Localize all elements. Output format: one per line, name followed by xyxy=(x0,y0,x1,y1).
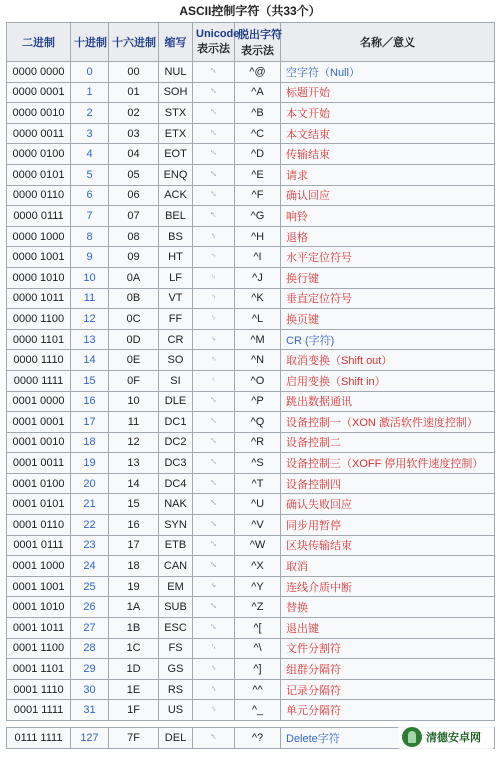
table-row xyxy=(7,206,495,227)
cell-name[interactable]: 退格 xyxy=(281,226,495,247)
cell-decimal[interactable]: 11 xyxy=(71,288,109,309)
cell-name[interactable]: 记录分隔符 xyxy=(281,679,495,700)
cell-abbr: DC1 xyxy=(159,412,193,433)
cell-binary: 0000 0111 xyxy=(7,206,71,227)
cell-binary: 0001 0001 xyxy=(7,412,71,433)
cell-hex: 0B xyxy=(109,288,159,309)
cell-hex: 04 xyxy=(109,144,159,165)
cell-binary: 0001 1010 xyxy=(7,597,71,618)
cell-decimal[interactable]: 30 xyxy=(71,679,109,700)
cell-name[interactable]: 本文开始 xyxy=(281,103,495,124)
cell-unicode: ␏ xyxy=(193,370,235,391)
table-row xyxy=(7,164,495,185)
cell-name[interactable]: 换行键 xyxy=(281,267,495,288)
cell-name[interactable]: 确认回应 xyxy=(281,185,495,206)
table-row xyxy=(7,473,495,494)
cell-binary: 0000 0001 xyxy=(7,82,71,103)
cell-escape: ^Z xyxy=(235,597,281,618)
cell-escape: ^D xyxy=(235,144,281,165)
cell-unicode: ␕ xyxy=(193,494,235,515)
cell-binary: 0000 1110 xyxy=(7,350,71,371)
cell-hex: 18 xyxy=(109,556,159,577)
cell-unicode: ␗ xyxy=(193,535,235,556)
cell-name[interactable]: 设备控制四 xyxy=(281,473,495,494)
table-row xyxy=(7,659,495,680)
cell-escape: ^^ xyxy=(235,679,281,700)
header-escape xyxy=(235,23,281,62)
cell-hex: 13 xyxy=(109,453,159,474)
cell-escape: ^@ xyxy=(235,62,281,83)
cell-hex: 19 xyxy=(109,576,159,597)
cell-escape: ^T xyxy=(235,473,281,494)
table-row xyxy=(7,329,495,350)
cell-binary: 0000 0010 xyxy=(7,103,71,124)
cell-hex: 08 xyxy=(109,226,159,247)
cell-abbr: DLE xyxy=(159,391,193,412)
header-binary: 二进制 xyxy=(7,23,71,62)
cell-unicode: ␞ xyxy=(193,679,235,700)
cell-hex: 1B xyxy=(109,618,159,639)
table-row xyxy=(7,494,495,515)
cell-binary: 0001 0111 xyxy=(7,535,71,556)
cell-name[interactable]: 设备控制二 xyxy=(281,432,495,453)
cell-abbr: ENQ xyxy=(159,164,193,185)
table-caption: ASCII控制字符（共33个） xyxy=(179,4,321,18)
header-unicode xyxy=(193,23,240,62)
cell-abbr: US xyxy=(159,700,193,721)
table-row xyxy=(7,82,495,103)
cell-unicode: ␑ xyxy=(193,412,235,433)
cell-abbr: VT xyxy=(159,288,193,309)
cell-decimal[interactable]: 1 xyxy=(71,82,109,103)
cell-decimal[interactable]: 23 xyxy=(71,535,109,556)
cell-escape: ^F xyxy=(235,185,281,206)
cell-unicode: ␟ xyxy=(193,700,235,721)
cell-name[interactable]: 退出键 xyxy=(281,618,495,639)
cell-abbr: ACK xyxy=(159,185,193,206)
cell-binary: 0001 0010 xyxy=(7,432,71,453)
cell-escape: ^O xyxy=(235,370,281,391)
cell-escape: ^Y xyxy=(235,576,281,597)
cell-name[interactable]: 替换 xyxy=(281,597,495,618)
cell-abbr: NUL xyxy=(159,62,193,83)
cell-hex: 16 xyxy=(109,515,159,536)
cell-escape: ^S xyxy=(235,453,281,474)
cell-unicode: ␀ xyxy=(193,62,235,83)
cell-binary: 0000 0100 xyxy=(7,144,71,165)
table-row xyxy=(7,123,495,144)
cell-escape: ^] xyxy=(235,659,281,680)
table-row xyxy=(7,638,495,659)
cell-decimal[interactable]: 16 xyxy=(71,391,109,412)
cell-binary: 0001 0101 xyxy=(7,494,71,515)
cell-hex: 11 xyxy=(109,412,159,433)
cell-hex: 06 xyxy=(109,185,159,206)
cell-escape: ^? xyxy=(235,728,281,749)
cell-abbr: HT xyxy=(159,247,193,268)
table-row xyxy=(7,700,495,721)
cell-unicode: ␙ xyxy=(193,576,235,597)
watermark-text: 清德安卓网 xyxy=(426,732,481,744)
cell-abbr: BS xyxy=(159,226,193,247)
cell-abbr: STX xyxy=(159,103,193,124)
header-escape-sub: 表示法 xyxy=(241,45,274,57)
cell-unicode: ␜ xyxy=(193,638,235,659)
cell-decimal[interactable]: 5 xyxy=(71,164,109,185)
cell-hex: 07 xyxy=(109,206,159,227)
cell-hex: 05 xyxy=(109,164,159,185)
table-row xyxy=(7,309,495,330)
cell-binary: 0001 0000 xyxy=(7,391,71,412)
cell-unicode: ␓ xyxy=(193,453,235,474)
cell-hex: 1F xyxy=(109,700,159,721)
table-row xyxy=(7,247,495,268)
cell-decimal[interactable]: 24 xyxy=(71,556,109,577)
cell-unicode: ␎ xyxy=(193,350,235,371)
cell-hex: 0F xyxy=(109,370,159,391)
cell-escape: ^J xyxy=(235,267,281,288)
cell-decimal[interactable]: 15 xyxy=(71,370,109,391)
cell-unicode: ␇ xyxy=(193,206,235,227)
cell-abbr: DC3 xyxy=(159,453,193,474)
cell-hex: 03 xyxy=(109,123,159,144)
cell-unicode: ␖ xyxy=(193,515,235,536)
cell-name[interactable]: 垂直定位符号 xyxy=(281,288,495,309)
cell-unicode: ␈ xyxy=(193,226,235,247)
cell-decimal[interactable]: 25 xyxy=(71,576,109,597)
watermark xyxy=(398,724,494,750)
cell-escape: ^U xyxy=(235,494,281,515)
cell-unicode: ␒ xyxy=(193,432,235,453)
ascii-control-table xyxy=(6,22,495,749)
cell-abbr: BEL xyxy=(159,206,193,227)
cell-binary: 0001 1110 xyxy=(7,679,71,700)
cell-escape: ^\ xyxy=(235,638,281,659)
table-row xyxy=(7,370,495,391)
table-row xyxy=(7,350,495,371)
cell-name[interactable]: 设备控制三（XOFF 停用软件速度控制） xyxy=(281,453,495,474)
cell-unicode: ␃ xyxy=(193,123,235,144)
cell-hex: 00 xyxy=(109,62,159,83)
cell-hex: 09 xyxy=(109,247,159,268)
cell-escape: ^K xyxy=(235,288,281,309)
cell-name[interactable]: 响铃 xyxy=(281,206,495,227)
cell-binary: 0000 1111 xyxy=(7,370,71,391)
cell-abbr: SUB xyxy=(159,597,193,618)
cell-decimal[interactable]: 13 xyxy=(71,329,109,350)
cell-unicode: ␡ xyxy=(193,728,235,749)
cell-name[interactable]: 启用变换（Shift in） xyxy=(281,370,495,391)
cell-binary: 0000 1010 xyxy=(7,267,71,288)
cell-unicode: ␍ xyxy=(193,329,235,350)
table-row xyxy=(7,679,495,700)
table-row xyxy=(7,391,495,412)
table-row xyxy=(7,412,495,433)
cell-unicode: ␐ xyxy=(193,391,235,412)
cell-abbr: DC2 xyxy=(159,432,193,453)
table-row xyxy=(7,515,495,536)
cell-hex: 1E xyxy=(109,679,159,700)
cell-escape: ^A xyxy=(235,82,281,103)
table-row xyxy=(7,103,495,124)
cell-abbr: EOT xyxy=(159,144,193,165)
cell-name[interactable]: 区块传输结束 xyxy=(281,535,495,556)
cell-binary: 0001 0100 xyxy=(7,473,71,494)
header-abbr: 缩写 xyxy=(159,23,193,62)
table-row xyxy=(7,267,495,288)
cell-unicode: ␂ xyxy=(193,103,235,124)
cell-hex: 02 xyxy=(109,103,159,124)
header-unicode-sub: 表示法 xyxy=(197,43,230,55)
table-body xyxy=(7,62,495,749)
cell-binary: 0000 0011 xyxy=(7,123,71,144)
cell-unicode: ␚ xyxy=(193,597,235,618)
cell-decimal[interactable]: 21 xyxy=(71,494,109,515)
cell-hex: 15 xyxy=(109,494,159,515)
table-row xyxy=(7,144,495,165)
cell-escape: ^I xyxy=(235,247,281,268)
cell-escape: ^P xyxy=(235,391,281,412)
cell-binary: 0111 1111 xyxy=(7,728,71,749)
cell-unicode: ␌ xyxy=(193,309,235,330)
cell-decimal[interactable]: 4 xyxy=(71,144,109,165)
cell-name[interactable]: 跳出数据通讯 xyxy=(281,391,495,412)
header-row xyxy=(7,23,495,62)
cell-name[interactable]: 取消变换（Shift out） xyxy=(281,350,495,371)
cell-binary: 0001 1111 xyxy=(7,700,71,721)
table-row xyxy=(7,576,495,597)
cell-escape: ^E xyxy=(235,164,281,185)
cell-decimal[interactable]: 127 xyxy=(71,728,109,749)
cell-unicode: ␁ xyxy=(193,82,235,103)
cell-binary: 0000 1000 xyxy=(7,226,71,247)
cell-abbr: RS xyxy=(159,679,193,700)
cell-hex: 12 xyxy=(109,432,159,453)
cell-name[interactable]: 本文结束 xyxy=(281,123,495,144)
cell-decimal[interactable]: 19 xyxy=(71,453,109,474)
cell-escape: ^B xyxy=(235,103,281,124)
cell-decimal[interactable]: 20 xyxy=(71,473,109,494)
cell-hex: 7F xyxy=(109,728,159,749)
cell-unicode: ␛ xyxy=(193,618,235,639)
cell-name[interactable]: 水平定位符号 xyxy=(281,247,495,268)
table-row xyxy=(7,618,495,639)
cell-name[interactable]: 请求 xyxy=(281,164,495,185)
cell-hex: 0E xyxy=(109,350,159,371)
cell-decimal[interactable]: 31 xyxy=(71,700,109,721)
cell-binary: 0001 1000 xyxy=(7,556,71,577)
cell-name[interactable]: CR (字符) xyxy=(281,329,495,350)
cell-decimal[interactable]: 2 xyxy=(71,103,109,124)
cell-unicode: ␔ xyxy=(193,473,235,494)
table-row xyxy=(7,62,495,83)
cell-hex: 0A xyxy=(109,267,159,288)
cell-abbr: SYN xyxy=(159,515,193,536)
cell-hex: 0D xyxy=(109,329,159,350)
cell-name[interactable]: 组群分隔符 xyxy=(281,659,495,680)
cell-decimal[interactable]: 6 xyxy=(71,185,109,206)
cell-decimal[interactable]: 9 xyxy=(71,247,109,268)
cell-escape: ^W xyxy=(235,535,281,556)
header-unicode-link[interactable]: Unicode xyxy=(196,28,240,40)
cell-name[interactable]: 标题开始 xyxy=(281,82,495,103)
cell-binary: 0001 0011 xyxy=(7,453,71,474)
cell-abbr: CAN xyxy=(159,556,193,577)
header-decimal: 十进制 xyxy=(71,23,109,62)
cell-hex: 17 xyxy=(109,535,159,556)
cell-decimal[interactable]: 8 xyxy=(71,226,109,247)
cell-decimal[interactable]: 7 xyxy=(71,206,109,227)
cell-unicode: ␘ xyxy=(193,556,235,577)
cell-abbr: FS xyxy=(159,638,193,659)
cell-unicode: ␉ xyxy=(193,247,235,268)
cell-escape: ^H xyxy=(235,226,281,247)
cell-binary: 0001 1100 xyxy=(7,638,71,659)
cell-name[interactable]: 单元分隔符 xyxy=(281,700,495,721)
cell-abbr: FF xyxy=(159,309,193,330)
cell-escape: ^L xyxy=(235,309,281,330)
cell-name[interactable]: 空字符（Null） xyxy=(281,62,495,83)
cell-binary: 0000 1001 xyxy=(7,247,71,268)
cell-abbr: ETB xyxy=(159,535,193,556)
cell-hex: 1A xyxy=(109,597,159,618)
cell-abbr: ETX xyxy=(159,123,193,144)
table-row xyxy=(7,185,495,206)
cell-abbr: SO xyxy=(159,350,193,371)
cell-decimal[interactable]: 27 xyxy=(71,618,109,639)
cell-decimal[interactable]: 10 xyxy=(71,267,109,288)
cell-decimal[interactable]: 22 xyxy=(71,515,109,536)
cell-escape: ^R xyxy=(235,432,281,453)
cell-escape: ^V xyxy=(235,515,281,536)
header-escape-link[interactable]: 脱出字符 xyxy=(238,29,282,41)
cell-unicode: ␄ xyxy=(193,144,235,165)
cell-escape: ^Q xyxy=(235,412,281,433)
cell-binary: 0001 1011 xyxy=(7,618,71,639)
cell-decimal[interactable]: 12 xyxy=(71,309,109,330)
cell-escape: ^[ xyxy=(235,618,281,639)
table-row xyxy=(7,556,495,577)
cell-decimal[interactable]: 3 xyxy=(71,123,109,144)
cell-abbr: DEL xyxy=(159,728,193,749)
header-hex: 十六进制 xyxy=(109,23,159,62)
cell-name[interactable]: 换页键 xyxy=(281,309,495,330)
header-name: 名称／意义 xyxy=(281,23,495,62)
cell-decimal[interactable]: 29 xyxy=(71,659,109,680)
cell-abbr: SOH xyxy=(159,82,193,103)
cell-decimal[interactable]: 17 xyxy=(71,412,109,433)
cell-unicode: ␋ xyxy=(193,288,235,309)
cell-binary: 0001 0110 xyxy=(7,515,71,536)
cell-binary: 0001 1101 xyxy=(7,659,71,680)
cell-abbr: DC4 xyxy=(159,473,193,494)
cell-escape: ^_ xyxy=(235,700,281,721)
cell-escape: ^X xyxy=(235,556,281,577)
cell-hex: 0C xyxy=(109,309,159,330)
cell-name[interactable]: 连线介质中断 xyxy=(281,576,495,597)
cell-name[interactable]: 同步用暂停 xyxy=(281,515,495,536)
cell-unicode: ␅ xyxy=(193,164,235,185)
cell-name[interactable]: Delete字符 xyxy=(281,728,495,749)
cell-binary: 0000 1011 xyxy=(7,288,71,309)
cell-abbr: CR xyxy=(159,329,193,350)
cell-decimal[interactable]: 26 xyxy=(71,597,109,618)
cell-name[interactable]: 设备控制一（XON 激活软件速度控制） xyxy=(281,412,495,433)
cell-abbr: GS xyxy=(159,659,193,680)
cell-decimal[interactable]: 18 xyxy=(71,432,109,453)
cell-abbr: EM xyxy=(159,576,193,597)
cell-decimal[interactable]: 0 xyxy=(71,62,109,83)
cell-hex: 14 xyxy=(109,473,159,494)
table-row xyxy=(7,226,495,247)
cell-unicode: ␝ xyxy=(193,659,235,680)
cell-escape: ^N xyxy=(235,350,281,371)
cell-hex: 10 xyxy=(109,391,159,412)
table-row xyxy=(7,288,495,309)
cell-name[interactable]: 文件分割符 xyxy=(281,638,495,659)
cell-escape: ^M xyxy=(235,329,281,350)
cell-binary: 0001 1001 xyxy=(7,576,71,597)
cell-hex: 01 xyxy=(109,82,159,103)
table-row xyxy=(7,432,495,453)
cell-name[interactable]: 确认失败回应 xyxy=(281,494,495,515)
cell-binary: 0000 0101 xyxy=(7,164,71,185)
cell-name[interactable]: 传输结束 xyxy=(281,144,495,165)
table-row xyxy=(7,535,495,556)
shield-leaf-icon xyxy=(402,727,422,747)
cell-abbr: LF xyxy=(159,267,193,288)
cell-abbr: ESC xyxy=(159,618,193,639)
cell-escape: ^C xyxy=(235,123,281,144)
cell-abbr: SI xyxy=(159,370,193,391)
cell-decimal[interactable]: 28 xyxy=(71,638,109,659)
cell-binary: 0000 0110 xyxy=(7,185,71,206)
cell-binary: 0000 1100 xyxy=(7,309,71,330)
cell-hex: 1C xyxy=(109,638,159,659)
cell-name[interactable]: 取消 xyxy=(281,556,495,577)
table-row xyxy=(7,597,495,618)
cell-unicode: ␊ xyxy=(193,267,235,288)
cell-decimal[interactable]: 14 xyxy=(71,350,109,371)
cell-unicode: ␆ xyxy=(193,185,235,206)
cell-binary: 0000 0000 xyxy=(7,62,71,83)
cell-escape: ^G xyxy=(235,206,281,227)
cell-binary: 0000 1101 xyxy=(7,329,71,350)
table-row xyxy=(7,453,495,474)
cell-hex: 1D xyxy=(109,659,159,680)
cell-abbr: NAK xyxy=(159,494,193,515)
